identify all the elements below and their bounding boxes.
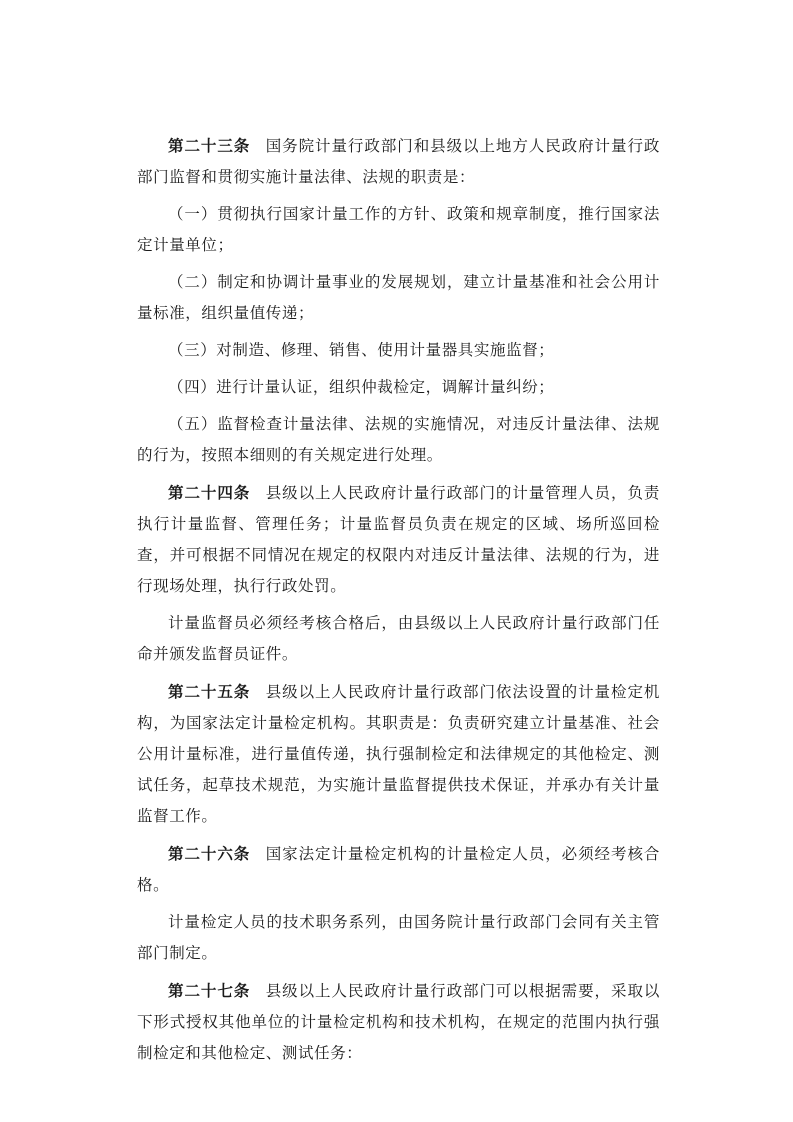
paragraph-article-26-clause-2 [137,907,660,969]
paragraph-text: 计量检定人员的技术职务系列，由国务院计量行政部门会同有关主管部门制定。 [137,913,660,962]
paragraph-article-27 [137,975,660,1069]
paragraph-article-24 [137,477,660,602]
paragraph-text: （四）进行计量认证，组织仲裁检定，调解计量纠纷； [168,378,555,396]
paragraph-item-5 [137,409,660,471]
paragraph-item-1 [137,199,660,261]
paragraph-item-4 [137,372,660,403]
paragraph-text: 县级以上人民政府计量行政部门可以根据需要，采取以下形式授权其他单位的计量检定机构和技术机构，在规定的范围内执行强制检定和其他检定、测试任务： [137,982,660,1062]
paragraph-text: 计量监督员必须经考核合格后，由县级以上人民政府计量行政部门任命并颁发监督员证件。 [137,614,660,663]
paragraph-item-3 [137,335,660,366]
paragraph-text: 县级以上人民政府计量行政部门依法设置的计量检定机构，为国家法定计量检定机构。其职责是：负责研究建立计量基准、社会公用计量标准，进行量值传递，执行强制检定和法律规定的其他检定、测试任务，起草技术规范，为实施计量监督提供技术保证，并承办有关计量监督工作。 [137,683,660,825]
paragraph-text: 国家法定计量检定机构的计量检定人员，必须经考核合格。 [137,845,660,894]
article-number: 第二十七条 [168,981,251,1000]
paragraph-text: 县级以上人民政府计量行政部门的计量管理人员，负责执行计量监督、管理任务；计量监督员负责在规定的区域、场所巡回检查，并可根据不同情况在规定的权限内对违反计量法律、法规的行为，进行现场处理，执行行政处罚。 [137,484,660,595]
article-number: 第二十六条 [168,844,251,863]
paragraph-article-23 [137,130,660,193]
article-number: 第二十三条 [168,136,251,155]
document-body [137,130,660,1075]
paragraph-article-24-clause-2 [137,608,660,670]
paragraph-article-25 [137,676,660,832]
paragraph-text: （五）监督检查计量法律、法规的实施情况，对违反计量法律、法规的行为，按照本细则的有关规定进行处理。 [137,415,660,464]
paragraph-text: （三）对制造、修理、销售、使用计量器具实施监督； [168,341,555,359]
paragraph-article-26 [137,838,660,901]
article-number: 第二十四条 [168,483,251,502]
article-number: 第二十五条 [168,682,251,701]
paragraph-text: （一）贯彻执行国家计量工作的方针、政策和规章制度，推行国家法定计量单位； [137,205,660,254]
paragraph-text: 国务院计量行政部门和县级以上地方人民政府计量行政部门监督和贯彻实施计量法律、法规的职责是： [137,137,660,186]
paragraph-text: （二）制定和协调计量事业的发展规划，建立计量基准和社会公用计量标准，组织量值传递； [137,273,660,322]
paragraph-item-2 [137,267,660,329]
